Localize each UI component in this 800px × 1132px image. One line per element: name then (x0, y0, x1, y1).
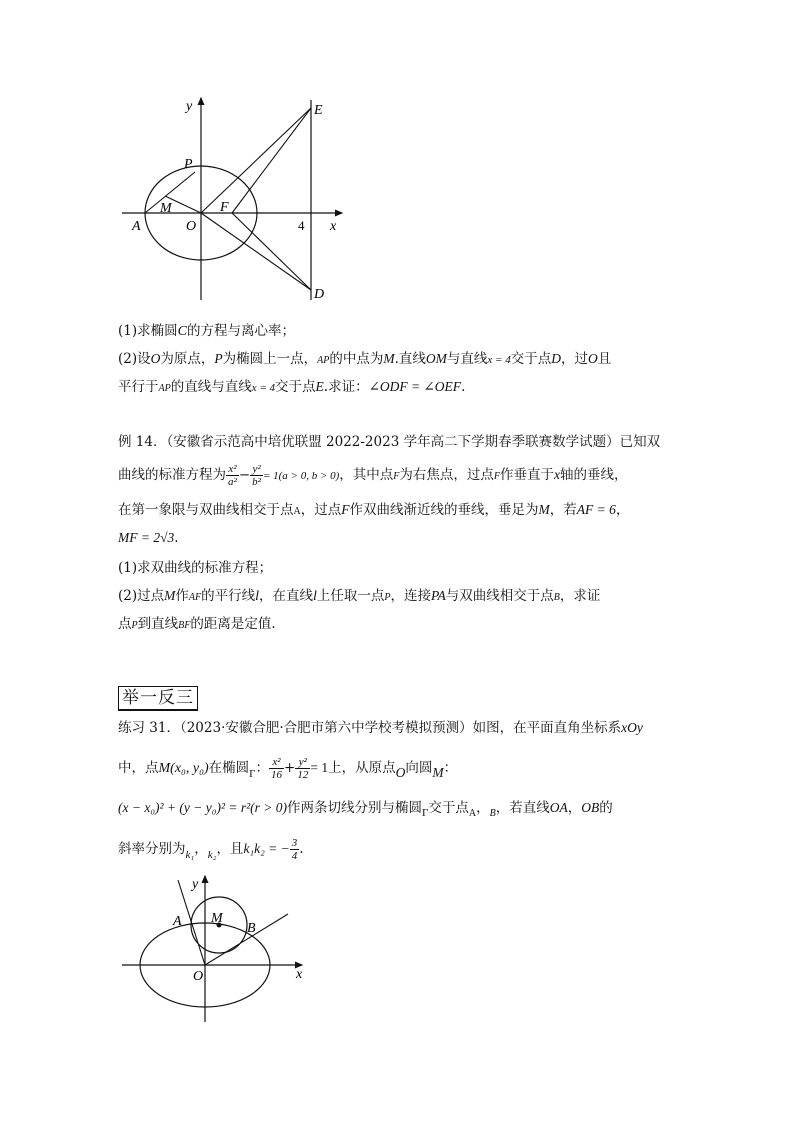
practice31-line2: 中，点M(x₀, y₀)在椭圆$_\Gamma$： $\frac{\text{x²}}{16}$ + $\frac{\text{y²}}{12}$ = 1上，从原点O向圆M： (118, 756, 458, 781)
label-f: F (220, 200, 229, 215)
label-p: P (184, 157, 193, 172)
label-y2: y (192, 877, 199, 892)
practice31-line3: (x − x₀)² + (y − y₀)² = r²(r > 0)作两条切线分别与椭圆$_\Gamma$交于点$_A$，$_B$，若直线OA，OB的 (118, 800, 613, 819)
ex14-q1: (1)求双曲线的标准方程； (118, 560, 273, 576)
label-o: O (186, 219, 197, 234)
ex13-q3: 平行于AP的直线与直线x = 4交于点E.求证：∠ODF = ∠OEF. (118, 379, 466, 395)
label-x2: x (296, 967, 303, 982)
label-four: 4 (298, 218, 305, 233)
ex14-line4: MF = 2√3. (118, 530, 179, 546)
label-b2: B (247, 921, 256, 936)
ex14-line3: 在第一象限与双曲线相交于点A，过点F作双曲线渐近线的垂线，垂足为M，若AF = 6， (118, 502, 630, 518)
ex14-q2: (2)过点M作AF的平行线l，在直线l上任取一点P，连接PA与双曲线相交于点B，求证 (118, 588, 601, 604)
label-d: D (314, 287, 325, 302)
ex13-q1: (1)求椭圆C的方程与离心率； (118, 323, 295, 339)
label-m: M (160, 201, 172, 216)
label-a: A (132, 219, 141, 234)
label-y: y (186, 99, 193, 114)
section-heading: 举一反三 (118, 686, 198, 711)
practice31-line1: 练习 31．（2023·安徽合肥·合肥市第六中学校考模拟预测）如图，在平面直角坐标系xOy (118, 720, 643, 736)
ex14-line2: 曲线的标准方程为 $\frac{\text{x²}}{\text{a²}}$ − $\frac{\text{y²}}{\text{b²}}$ = 1(a > 0, b > 0)，其中点F为右焦点，过点F作垂直于x轴的垂线， (118, 463, 628, 488)
ex14-q3: 点P到直线BF的距离是定值. (118, 616, 276, 632)
label-x: x (330, 219, 337, 234)
label-a2: A (173, 914, 182, 929)
label-e: E (314, 103, 323, 118)
label-o2: O (193, 969, 204, 984)
figure-ellipse-circle (118, 870, 318, 1030)
ex13-q2: (2)设O为原点，P为椭圆上一点，AP的中点为M.直线OM与直线x = 4交于点D，过O且 (118, 351, 612, 367)
figure-ellipse-lines (118, 92, 358, 317)
practice31-line4: 斜率分别为$_{k_1}$，$_{k_2}$，且k₁k₂ = − $\frac{3}{4}$ . (118, 837, 304, 862)
ex14-title: 例 14．（安徽省示范高中培优联盟 2022-2023 学年高二下学期春季联赛数学试题）已知双 (118, 434, 661, 450)
label-m2: M (211, 911, 223, 926)
